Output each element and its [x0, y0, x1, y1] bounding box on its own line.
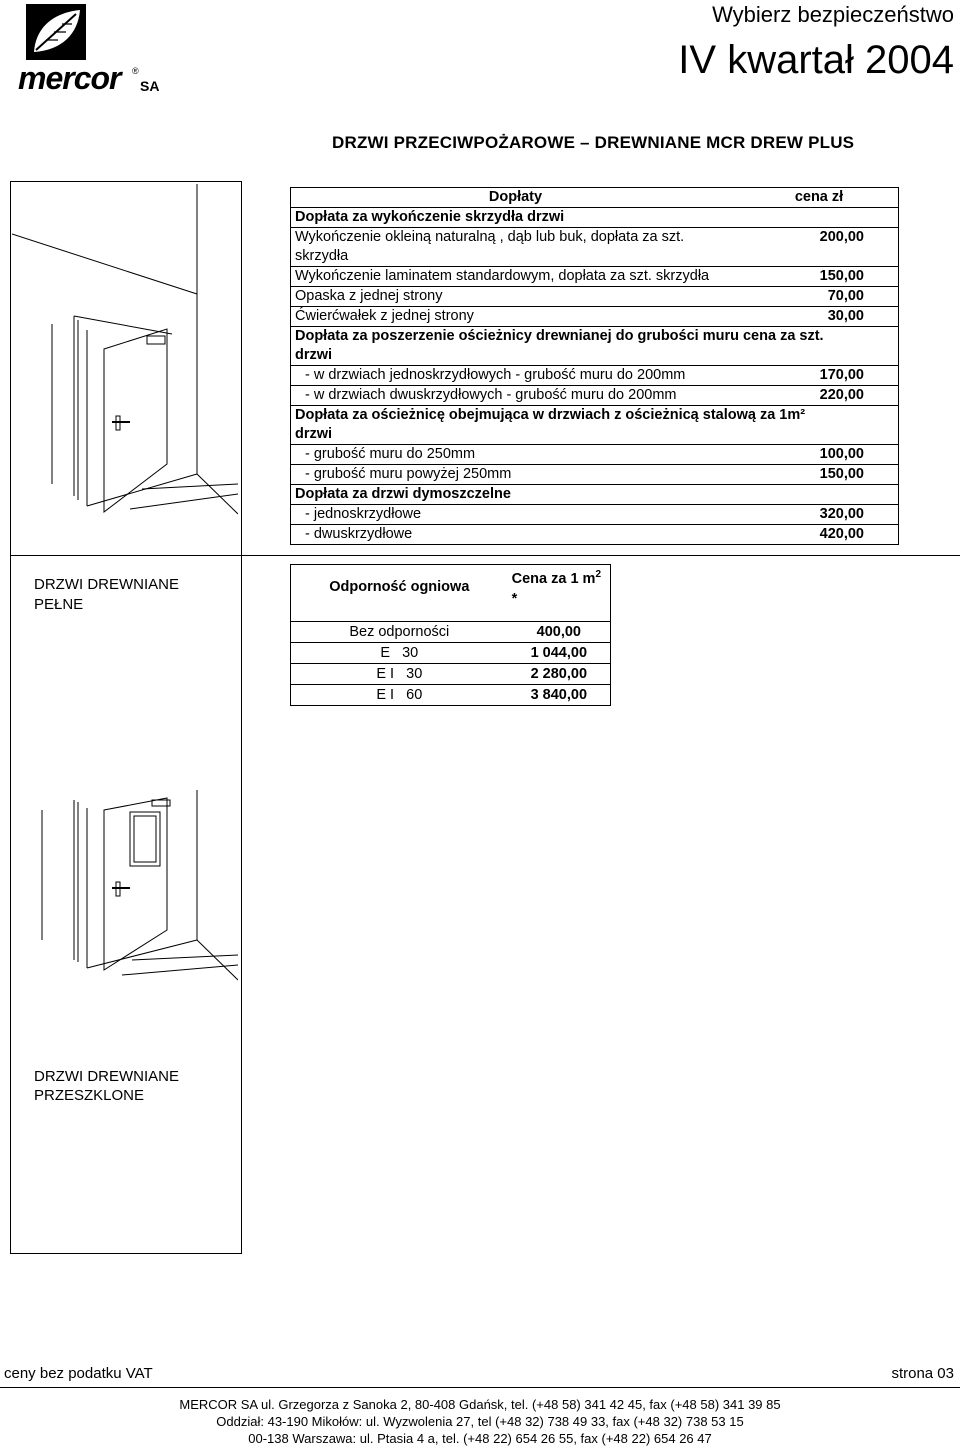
page-number: strona 03 — [891, 1365, 954, 1382]
fire-resistance-table — [290, 564, 611, 706]
row-value: 220,00 — [740, 386, 899, 406]
row-label: Ćwierćwałek z jednej strony — [291, 307, 741, 327]
table-header-row — [291, 565, 611, 622]
table-row — [291, 505, 899, 525]
footer-divider — [0, 1387, 960, 1388]
door-glazed-illustration — [12, 790, 238, 1030]
row-label: - dwuskrzydłowe — [291, 525, 741, 545]
row-label: Wykończenie laminatem standardowym, dopłata za szt. skrzydła — [291, 267, 741, 287]
page-title: DRZWI PRZECIWPOŻAROWE – DREWNIANE MCR DREW PLUS — [332, 133, 855, 152]
fire-header-2-text: Cena za 1 m — [511, 570, 596, 587]
row-label: Opaska z jednej strony — [291, 287, 741, 307]
registered-mark: ® — [132, 66, 139, 76]
slogan: Wybierz bezpieczeństwo — [712, 2, 954, 27]
row-value: 150,00 — [740, 267, 899, 287]
table-row — [291, 287, 899, 307]
table-row — [291, 425, 899, 445]
row-label: - w drzwiach dwuskrzydłowych - grubość muru do 200mm — [291, 386, 741, 406]
header-value: cena zł — [740, 188, 899, 208]
door-glazed-label-2: PRZESZKLONE — [34, 1087, 145, 1104]
fire-price: 1 044,00 — [508, 642, 611, 663]
fire-price: 3 840,00 — [508, 684, 611, 705]
door-full-label-1: DRZWI DREWNIANE — [34, 576, 179, 593]
door-glazed-label-1: DRZWI DREWNIANE — [34, 1068, 179, 1085]
row-value: 200,00 — [740, 228, 899, 248]
row-value: 30,00 — [740, 307, 899, 327]
footer-vat-note: ceny bez podatku VAT — [4, 1365, 153, 1382]
table-row — [291, 621, 611, 642]
row-label: Dopłata za wykończenie skrzydła drzwi — [291, 208, 741, 228]
table-row — [291, 228, 899, 248]
table-row — [291, 406, 899, 426]
address-line-3: 00-138 Warszawa: ul. Ptasia 4 a, tel. (+48 22) 654 26 55, fax (+48 22) 654 26 47 — [248, 1431, 712, 1446]
row-label: - grubość muru do 250mm — [291, 445, 741, 465]
table-row — [291, 386, 899, 406]
row-label: drzwi — [291, 346, 899, 366]
quarter-title: IV kwartał 2004 — [678, 38, 954, 82]
row-label: Dopłata za drzwi dymoszczelne — [291, 485, 899, 505]
table-row — [291, 366, 899, 386]
row-value — [740, 247, 899, 267]
fire-class: E 30 — [291, 642, 508, 663]
row-label: - jednoskrzydłowe — [291, 505, 741, 525]
table-row — [291, 208, 899, 228]
door-full-illustration — [12, 184, 238, 554]
fire-header-2-sup: 2 — [595, 569, 602, 580]
table-row — [291, 267, 899, 287]
row-value: 420,00 — [740, 525, 899, 545]
table-row — [291, 525, 899, 545]
fire-header-2 — [508, 565, 611, 622]
fire-class: E I 30 — [291, 663, 508, 684]
fire-class: E I 60 — [291, 684, 508, 705]
table-row — [291, 307, 899, 327]
address-line-1: MERCOR SA ul. Grzegorza z Sanoka 2, 80-408 Gdańsk, tel. (+48 58) 341 42 45, fax (+48 58) 341 39 85 — [179, 1397, 781, 1412]
table-row — [291, 465, 899, 485]
fire-price: 400,00 — [508, 621, 611, 642]
fire-class: Bez odporności — [291, 621, 508, 642]
table-row — [291, 642, 611, 663]
logo-suffix: SA — [140, 78, 160, 94]
row-value: 170,00 — [740, 366, 899, 386]
row-value: 320,00 — [740, 505, 899, 525]
logo-text: mercor — [18, 60, 121, 96]
table-row — [291, 346, 899, 366]
table-row — [291, 247, 899, 267]
row-value — [740, 208, 899, 228]
fire-header-2-star: * — [511, 590, 518, 607]
row-value: 150,00 — [740, 465, 899, 485]
table-row — [291, 663, 611, 684]
row-label: skrzydła — [291, 247, 741, 267]
header-label: Dopłaty — [291, 188, 741, 208]
fire-price: 2 280,00 — [508, 663, 611, 684]
table-row — [291, 684, 611, 705]
row-label: - grubość muru powyżej 250mm — [291, 465, 741, 485]
row-label: drzwi — [291, 425, 899, 445]
door-full-label-2: PEŁNE — [34, 596, 84, 613]
surcharge-table — [290, 187, 899, 545]
row-label: Wykończenie okleiną naturalną , dąb lub buk, dopłata za szt. — [291, 228, 741, 248]
row-value: 100,00 — [740, 445, 899, 465]
mercor-logo — [6, 4, 164, 96]
row-label: Dopłata za ościeżnicę obejmująca w drzwiach z ościeżnicą stalową za 1m² — [291, 406, 899, 426]
address-line-2: Oddział: 43-190 Mikołów: ul. Wyzwolenia 27, tel (+48 32) 738 49 33, fax (+48 32) 738 53 15 — [216, 1414, 744, 1429]
table-row — [291, 485, 899, 505]
table-row — [291, 327, 899, 347]
table-header-row — [291, 188, 899, 208]
section-divider — [10, 555, 960, 556]
row-label: - w drzwiach jednoskrzydłowych - grubość muru do 200mm — [291, 366, 741, 386]
table-row — [291, 445, 899, 465]
fire-header-1: Odporność ogniowa — [291, 565, 508, 622]
row-value: 70,00 — [740, 287, 899, 307]
row-label: Dopłata za poszerzenie ościeżnicy drewnianej do grubości muru cena za szt. — [291, 327, 899, 347]
